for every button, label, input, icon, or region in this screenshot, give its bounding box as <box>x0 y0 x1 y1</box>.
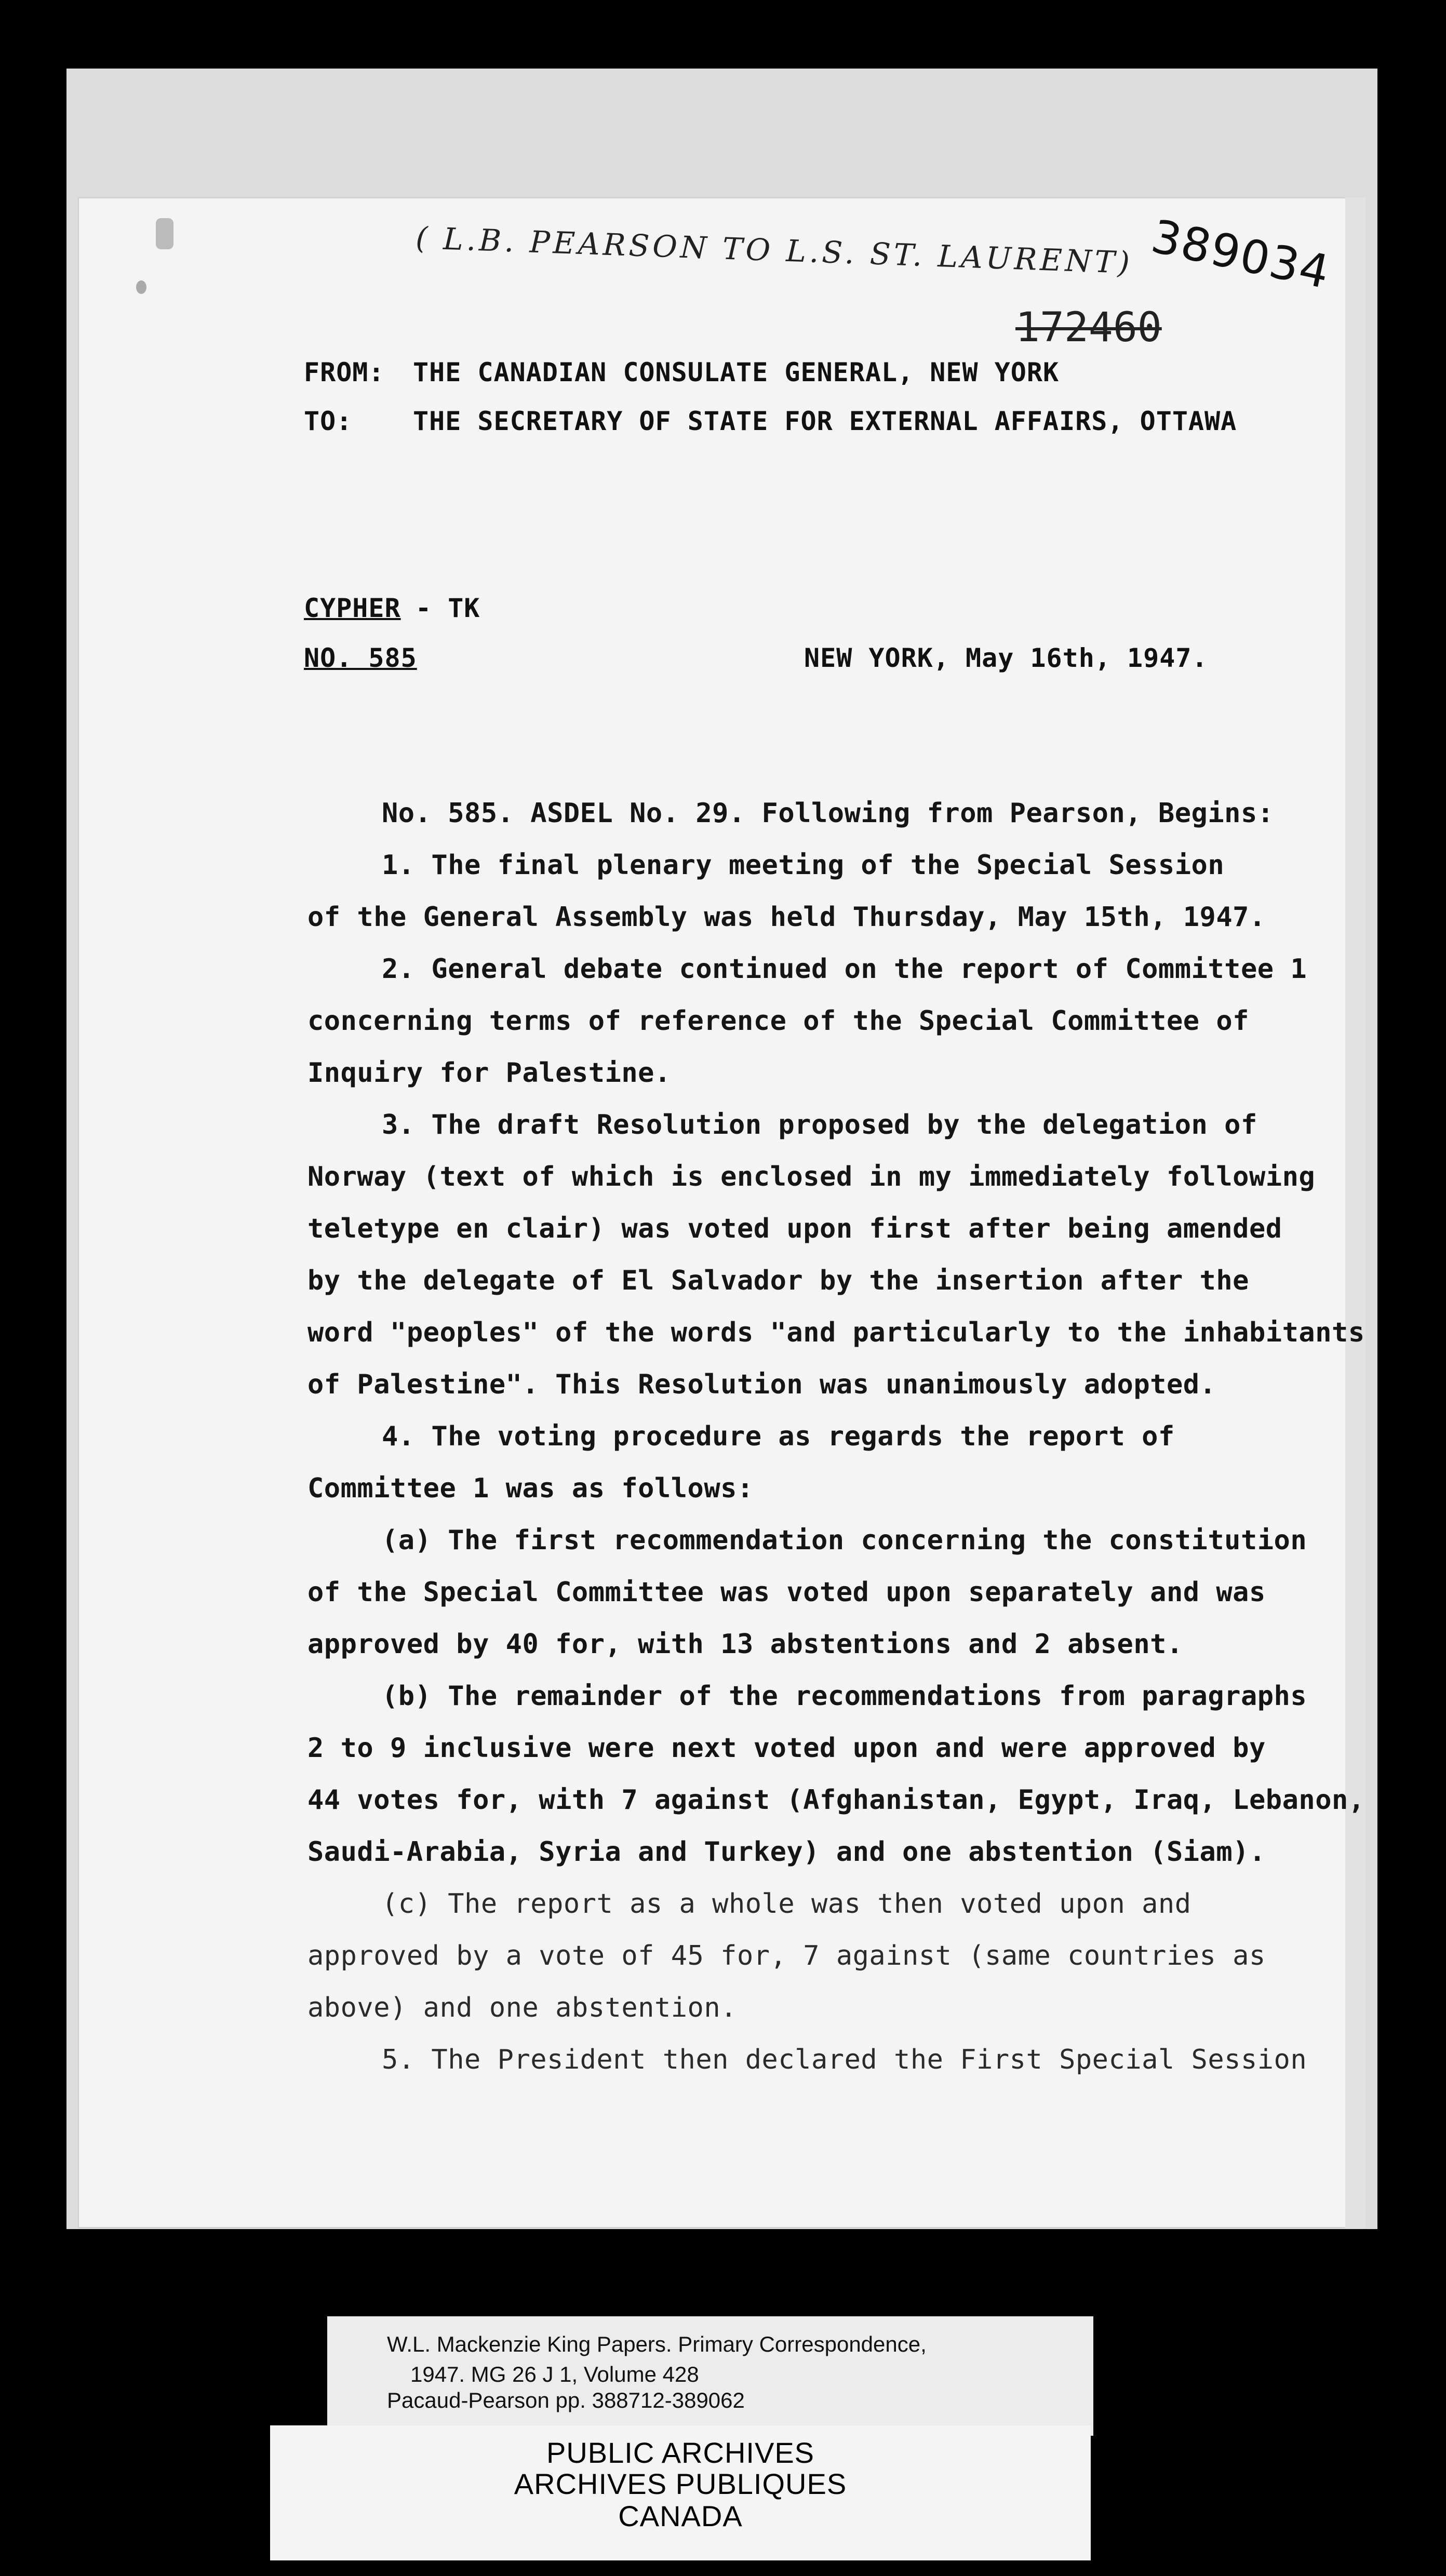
archive-number: 389034 <box>1147 209 1335 300</box>
body-line: approved by a vote of 45 for, 7 against (same countries as <box>307 1940 1266 1971</box>
paper-mark <box>136 280 146 294</box>
to-label: TO: <box>304 406 353 436</box>
paper-mark <box>156 218 173 249</box>
from-value: THE CANADIAN CONSULATE GENERAL, NEW YORK <box>413 357 1060 387</box>
body-line: concerning terms of reference of the Special Committee of <box>307 1005 1249 1037</box>
archive-reference-line: Pacaud-Pearson pp. 388712-389062 <box>387 2388 745 2412</box>
to-value: THE SECRETARY OF STATE FOR EXTERNAL AFFAIRS, OTTAWA <box>413 406 1237 436</box>
body-line: above) and one abstention. <box>307 1992 737 2023</box>
body-line: No. 585. ASDEL No. 29. Following from Pearson, Begins: <box>382 798 1274 829</box>
body-line: (c) The report as a whole was then voted upon and <box>382 1888 1191 1920</box>
archive-reference-line: W.L. Mackenzie King Papers. Primary Correspondence, <box>387 2332 927 2356</box>
body-line: 4. The voting procedure as regards the report of <box>382 1421 1175 1452</box>
body-line: Norway (text of which is enclosed in my immediately following <box>307 1161 1316 1192</box>
old-number-struck: 172460 <box>1015 304 1162 351</box>
body-line: 44 votes for, with 7 against (Afghanistan, Egypt, Iraq, Lebanon, <box>307 1785 1365 1816</box>
body-line: 2 to 9 inclusive were next voted upon and were approved by <box>307 1733 1266 1764</box>
body-line: (a) The first recommendation concerning the constitution <box>382 1525 1307 1556</box>
body-line: Saudi-Arabia, Syria and Turkey) and one abstention (Siam). <box>307 1836 1266 1868</box>
body-line: 1. The final plenary meeting of the Special Session <box>382 850 1225 881</box>
body-line: 5. The President then declared the First Special Session <box>382 2044 1307 2075</box>
message-date: NEW YORK, May 16th, 1947. <box>804 643 1208 673</box>
body-line: 3. The draft Resolution proposed by the delegation of <box>382 1109 1257 1141</box>
page-edge <box>1345 197 1366 2228</box>
cypher-label: CYPHER <box>304 593 401 623</box>
body-line: approved by 40 for, with 13 abstentions and 2 absent. <box>307 1629 1183 1660</box>
body-line: Committee 1 was as follows: <box>307 1473 754 1504</box>
body-line: (b) The remainder of the recommendations from paragraphs <box>382 1681 1307 1712</box>
message-number: NO. 585 <box>304 643 417 673</box>
archives-stamp-line: CANADA <box>618 2500 743 2532</box>
body-line: teletype en clair) was voted upon first after being amended <box>307 1213 1282 1244</box>
body-line: of Palestine". This Resolution was unanimously adopted. <box>307 1369 1216 1400</box>
cypher-suffix: - TK <box>416 593 480 623</box>
handwritten-note: ( L.B. PEARSON TO L.S. ST. LAURENT) <box>415 220 1133 281</box>
body-line: of the Special Committee was voted upon separately and was <box>307 1577 1266 1608</box>
from-label: FROM: <box>304 357 385 387</box>
document-page <box>78 197 1363 2228</box>
body-line: by the delegate of El Salvador by the insertion after the <box>307 1265 1249 1296</box>
body-line: 2. General debate continued on the report of Committee 1 <box>382 954 1307 985</box>
archives-stamp-line: ARCHIVES PUBLIQUES <box>514 2467 847 2500</box>
archives-stamp-line: PUBLIC ARCHIVES <box>546 2436 815 2469</box>
body-line: word "peoples" of the words "and particularly to the inhabitants <box>307 1317 1365 1348</box>
body-line: Inquiry for Palestine. <box>307 1057 671 1089</box>
body-line: of the General Assembly was held Thursday, May 15th, 1947. <box>307 902 1266 933</box>
archive-reference-line: 1947. MG 26 J 1, Volume 428 <box>410 2362 699 2386</box>
